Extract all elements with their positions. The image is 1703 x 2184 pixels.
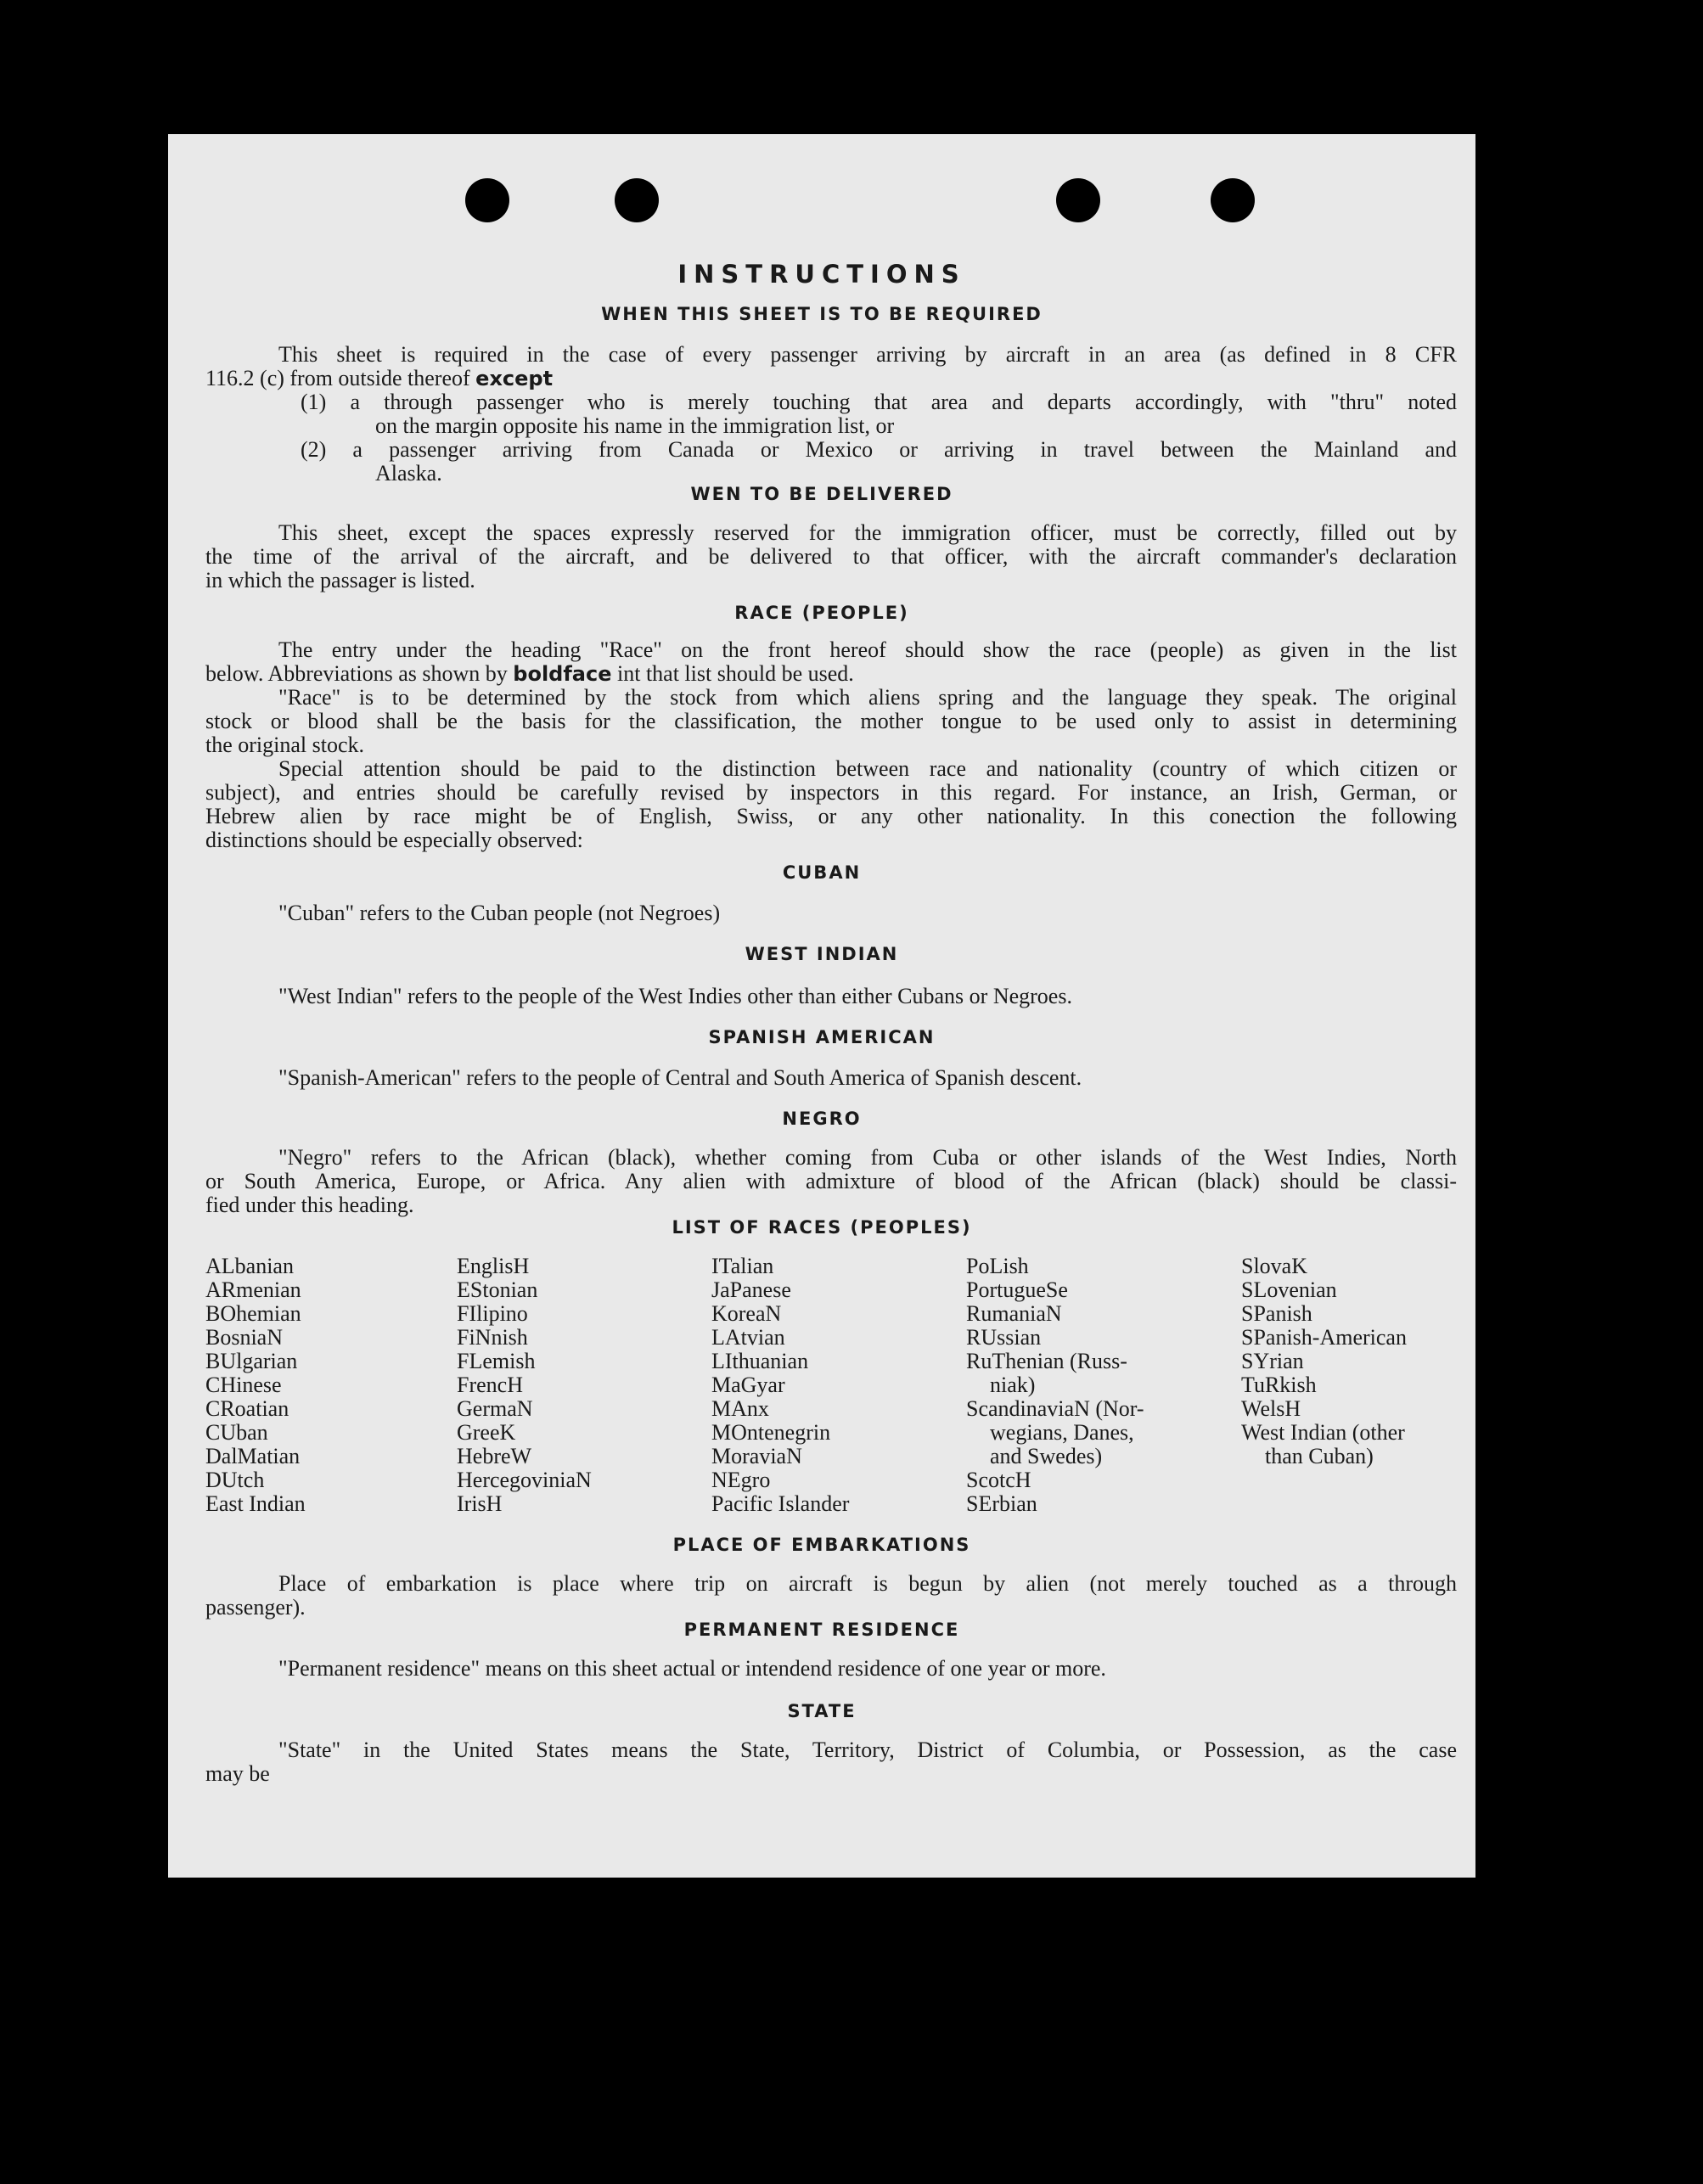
required-item-1b: on the margin opposite his name in the immigration list, or	[375, 413, 895, 438]
section-heading-embarkation: PLACE OF EMBARKATIONS	[672, 1535, 971, 1555]
race-item: PortugueSe	[966, 1277, 1068, 1302]
race-line-3: "Race" is to be determined by the stock from which aliens spring and the language they speak. The original	[278, 685, 1457, 710]
race-item: LAtvian	[711, 1325, 785, 1350]
punch-hole	[465, 178, 509, 222]
race-item: NEgro	[711, 1468, 771, 1492]
race-item: HebreW	[457, 1444, 532, 1468]
race-item: HercegoviniaN	[457, 1468, 592, 1492]
section-heading-west-indian: WEST INDIAN	[745, 944, 899, 964]
race-item: BOhemian	[205, 1301, 301, 1326]
race-item: MoraviaN	[711, 1444, 802, 1468]
required-line-2: 116.2 (c) from outside thereof except	[205, 366, 554, 390]
race-item: wegians, Danes,	[990, 1420, 1134, 1445]
section-heading-required: WHEN THIS SHEET IS TO BE REQUIRED	[601, 304, 1043, 324]
race-item: TuRkish	[1241, 1373, 1317, 1397]
required-item-2a: (2) a passenger arriving from Canada or Mexico or arriving in travel between the Mainland and	[301, 437, 1457, 462]
race-line-8: Hebrew alien by race might be of English, Swiss, or any other nationality. In this conection the following	[205, 804, 1457, 828]
race-item: RuThenian (Russ-	[966, 1349, 1127, 1373]
state-line-2: may be	[205, 1761, 270, 1786]
required-line-1: This sheet is required in the case of every passenger arriving by aircraft in an area (as defined in 8 CFR	[278, 342, 1457, 367]
races-column-3	[711, 1255, 849, 1516]
negro-line-3: fied under this heading.	[205, 1193, 414, 1217]
race-item: SYrian	[1241, 1349, 1304, 1373]
state-line-1: "State" in the United States means the State, Territory, District of Columbia, or Possession, as the case	[278, 1738, 1457, 1762]
except-bold: except	[475, 367, 554, 390]
race-item: MaGyar	[711, 1373, 785, 1397]
section-heading-spanish-american: SPANISH AMERICAN	[708, 1027, 936, 1047]
race-line-9: distinctions should be especially observed:	[205, 828, 583, 852]
race-item: PoLish	[966, 1254, 1029, 1278]
race-item: CRoatian	[205, 1396, 289, 1421]
race-item: EnglisH	[457, 1254, 530, 1278]
race-line-6: Special attention should be paid to the distinction between race and nationality (country of which citizen or	[278, 756, 1457, 781]
race-item: Pacific Islander	[711, 1491, 850, 1516]
section-heading-cuban: CUBAN	[782, 862, 862, 883]
races-column-2	[457, 1255, 592, 1516]
section-heading-negro: NEGRO	[782, 1109, 862, 1129]
race-item: SPanish-American	[1241, 1325, 1407, 1350]
spanish-american-text: "Spanish-American" refers to the people of Central and South America of Spanish descent.	[278, 1065, 1082, 1090]
race-item: CUban	[205, 1420, 268, 1445]
section-heading-state: STATE	[787, 1701, 857, 1721]
race-item: FrencH	[457, 1373, 523, 1397]
race-item: FLemish	[457, 1349, 536, 1373]
embarkation-line-2: passenger).	[205, 1595, 306, 1620]
race-item: LIthuanian	[711, 1349, 809, 1373]
punch-hole	[1211, 178, 1255, 222]
embarkation-line-1: Place of embarkation is place where trip on aircraft is begun by alien (not merely touched as a through	[278, 1571, 1457, 1596]
race-line-5: the original stock.	[205, 733, 365, 757]
race-item: ITalian	[711, 1254, 774, 1278]
race-line-4: stock or blood shall be the basis for the classification, the mother tongue to be used only to assist in determining	[205, 709, 1457, 733]
race-line-1: The entry under the heading "Race" on the front hereof should show the race (people) as given in the list	[278, 637, 1457, 662]
race-item: ScotcH	[966, 1468, 1031, 1492]
race-line-2: below. Abbreviations as shown by boldface int that list should be used.	[205, 661, 854, 686]
west-indian-text: "West Indian" refers to the people of the West Indies other than either Cubans or Negroes.	[278, 984, 1072, 1008]
negro-line-1: "Negro" refers to the African (black), whether coming from Cuba or other islands of the West Indies, North	[278, 1145, 1457, 1170]
instruction-sheet	[168, 134, 1475, 1878]
race-item: EStonian	[457, 1277, 538, 1302]
race-item: RUssian	[966, 1325, 1042, 1350]
race-item: ScandinaviaN (Nor-	[966, 1396, 1144, 1421]
section-heading-residence: PERMANENT RESIDENCE	[683, 1620, 960, 1640]
delivered-line-3: in which the passager is listed.	[205, 568, 475, 592]
race-line-7: subject), and entries should be carefully revised by inspectors in this regard. For instance, an Irish, German, or	[205, 780, 1457, 805]
race-item: SErbian	[966, 1491, 1037, 1516]
race-item: CHinese	[205, 1373, 282, 1397]
race-item: RumaniaN	[966, 1301, 1062, 1326]
race-item: GreeK	[457, 1420, 516, 1445]
race-item: SlovaK	[1241, 1254, 1307, 1278]
cuban-text: "Cuban" refers to the Cuban people (not Negroes)	[278, 901, 721, 925]
section-heading-race: RACE (PEOPLE)	[734, 603, 909, 623]
races-column-5	[1241, 1255, 1407, 1468]
race-item: FiNnish	[457, 1325, 528, 1350]
race-item: BosniaN	[205, 1325, 283, 1350]
race-item: SPanish	[1241, 1301, 1312, 1326]
races-column-4	[966, 1255, 1144, 1516]
delivered-line-2: the time of the arrival of the aircraft, and be delivered to that officer, with the aircraft commander's declaration	[205, 544, 1457, 569]
required-item-2b: Alaska.	[375, 461, 442, 486]
race-item: ALbanian	[205, 1254, 294, 1278]
race-item: East Indian	[205, 1491, 306, 1516]
race-item: and Swedes)	[990, 1444, 1103, 1468]
race-item: DUtch	[205, 1468, 265, 1492]
punch-hole	[615, 178, 659, 222]
race-item: ARmenian	[205, 1277, 301, 1302]
negro-line-2: or South America, Europe, or Africa. Any alien with admixture of blood of the African (black) should be classi-	[205, 1169, 1457, 1193]
boldface-bold: boldface	[513, 662, 612, 686]
race-item: BUlgarian	[205, 1349, 298, 1373]
race-item: MOntenegrin	[711, 1420, 831, 1445]
section-heading-delivered: WEN TO BE DELIVERED	[690, 484, 953, 504]
race-item: WelsH	[1241, 1396, 1301, 1421]
residence-text: "Permanent residence" means on this sheet actual or intendend residence of one year or more.	[278, 1656, 1106, 1681]
race-item: IrisH	[457, 1491, 503, 1516]
section-heading-list: LIST OF RACES (PEOPLES)	[672, 1217, 972, 1238]
required-item-1a: (1) a through passenger who is merely touching that area and departs accordingly, with "thru" noted	[301, 390, 1457, 414]
race-item: JaPanese	[711, 1277, 791, 1302]
race-item: niak)	[990, 1373, 1036, 1397]
race-item: MAnx	[711, 1396, 769, 1421]
delivered-line-1: This sheet, except the spaces expressly reserved for the immigration officer, must be correctly, filled out by	[278, 520, 1457, 545]
race-item: GermaN	[457, 1396, 533, 1421]
punch-hole	[1056, 178, 1100, 222]
race-item: than Cuban)	[1265, 1444, 1374, 1468]
race-item: FIlipino	[457, 1301, 528, 1326]
page-title: INSTRUCTIONS	[677, 260, 966, 289]
race-item: SLovenian	[1241, 1277, 1337, 1302]
race-item: KoreaN	[711, 1301, 782, 1326]
race-item: West Indian (other	[1241, 1420, 1405, 1445]
races-column-1	[205, 1255, 306, 1516]
race-item: DalMatian	[205, 1444, 301, 1468]
